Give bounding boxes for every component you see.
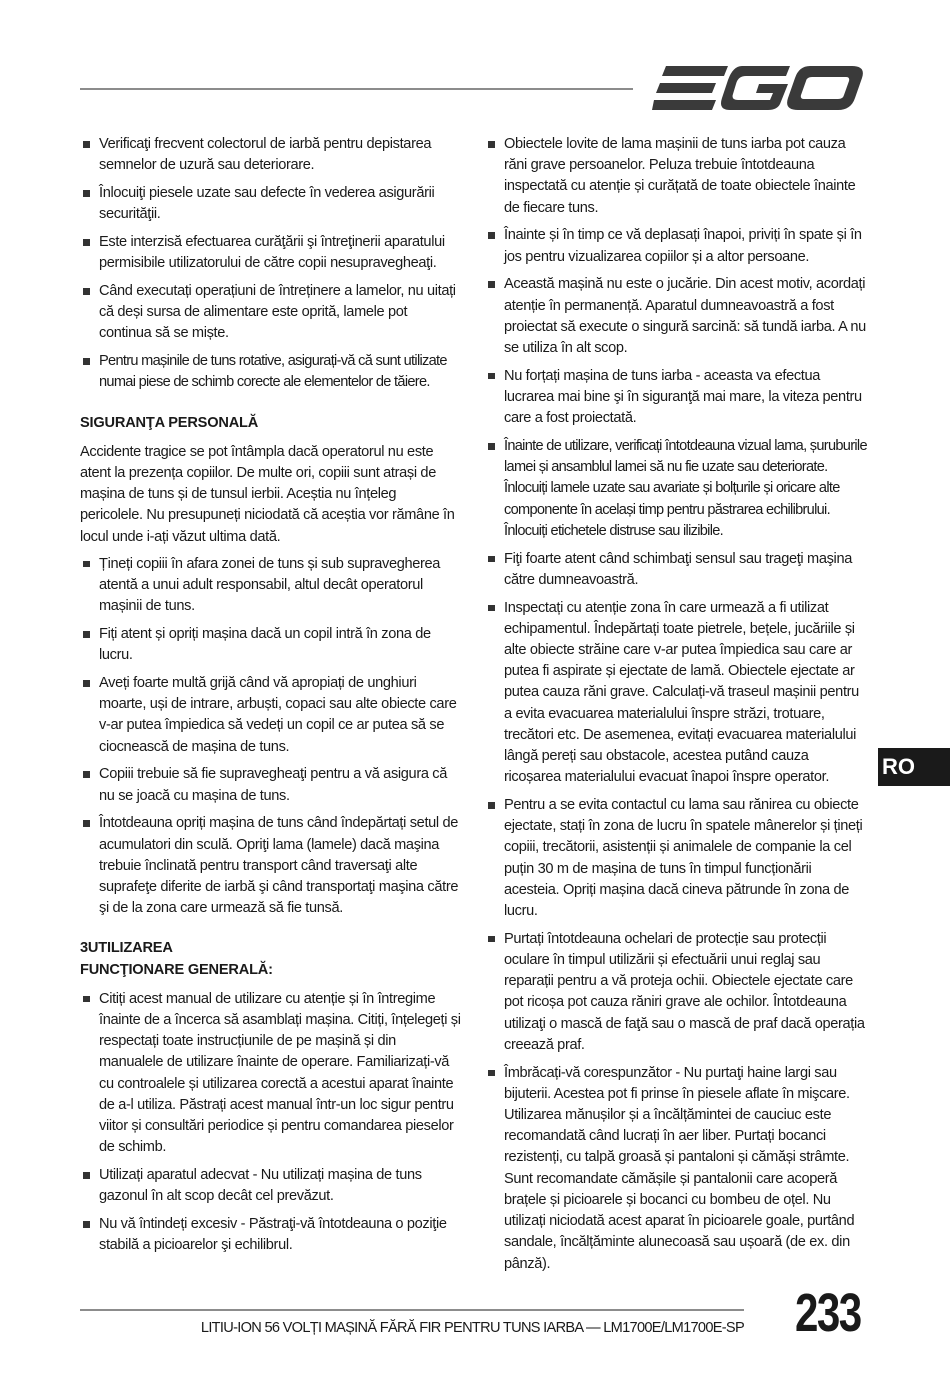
maintenance-list [80, 134, 462, 394]
list-item: Când executați operațiuni de întreținere a lamelor, nu uitați că deși sursa de alimentare este oprită, lamele pot continua să se miște. [80, 281, 462, 345]
list-item: Înainte de utilizare, verificați întotdeauna vizual lama, șuruburile lamei și ansamblul lamei să nu fie uzate sau deteriorate. Înlocuiți lamele uzate sau avariate și bolțurile și oricare alte componente în același timp pentru păstrarea echilibrului. Înlocuiți etichetele distruse sau ilizibile. [485, 436, 867, 542]
personal-safety-list [80, 554, 462, 920]
footer-product-title: LITIU-ION 56 VOLȚI MAȘINĂ FĂRĂ FIR PENTRU TUNS IARBA — LM1700E/LM1700E-SP [200, 1320, 744, 1336]
general-operation-list [80, 989, 462, 1257]
left-column [80, 134, 462, 1263]
list-item: Fiți atent și opriți mașina dacă un copil intră în zona de lucru. [80, 624, 462, 666]
operation-safety-list [485, 134, 867, 1275]
section-subheading-general-operation: FUNCŢIONARE GENERALĂ: [80, 961, 273, 978]
list-item: Întotdeauna opriți mașina de tuns când îndepărtați setul de acumulatori din sculă. Opriţi lama (lamele) dacă maşina trebuie înclinată pentru transport când traversaţi alte suprafeţe diferite de iarbă şi când transportaţi maşina către şi de la zona care urmează să fie tunsă. [80, 813, 462, 919]
list-item: Aveți foarte multă grijă când vă apropiați de unghiuri moarte, uși de intrare, arbuști, copaci sau alte obiecte care v-ar putea împiedica să vedeți un copil ce ar putea să se ciocnească de mașina de tuns. [80, 673, 462, 758]
list-item: Purtați întotdeauna ochelari de protecție sau protecții oculare în timpul utilizării și efectuării unui reglaj sau reparații pentru a vă proteja ochii. Obiectele ejectate care pot ricoșa pot cauza răniri grave ale ochilor. Întotdeauna utilizaţi o mască de faţă sau o mască de praf dacă operația creează praf. [485, 929, 867, 1056]
list-item: Obiectele lovite de lama mașinii de tuns iarba pot cauza răni grave persoanelor. Peluza trebuie întotdeauna inspectată cu atenție și curățată de toate obiectele înainte de fiecare tuns. [485, 134, 867, 219]
right-column [485, 134, 867, 1281]
list-item: Nu forțați mașina de tuns iarba - aceasta va efectua lucrarea mai bine şi în siguranţă mai mare, la viteza pentru care a fost proiectată. [485, 366, 867, 430]
list-item: Înlocuiţi piesele uzate sau defecte în vederea asigurării securităţii. [80, 183, 462, 225]
list-item: Nu vă întindeți excesiv - Păstraţi-vă întotdeauna o poziţie stabilă a picioarelor şi echilibrul. [80, 1214, 462, 1256]
list-item: Această mașină nu este o jucărie. Din acest motiv, acordați atenție în permanență. Aparatul dumneavoastră a fost proiectat să execute o singură sarcină: să tundă iarba. A nu se utiliza în alt scop. [485, 274, 867, 359]
list-item: Inspectați cu atenție zona în care urmează a fi utilizat echipamentul. Îndepărtați toate pietrele, bețele, jucăriile și alte obiecte străine care v-ar putea împiedica sau care ar putea fi aspirate și ejectate de lamă. Obiectele ejectate ar putea cauza răni grave. Calculați-vă traseul mașinii pentru a evita evacuarea materialului înspre străzi, trotuare, trecători etc. De asemenea, evitați evacuarea materialului lângă pereți sau obstacole, acestea putând cauza ricoșarea materialului evacuat înapoi înspre operator. [485, 598, 867, 789]
list-item: Este interzisă efectuarea curăţării şi întreţinerii aparatului permisibile utilizatorului de către copii nesupravegheaţi. [80, 232, 462, 274]
language-tab: RO [878, 748, 950, 786]
list-item: Pentru mașinile de tuns rotative, asigurați-vă că sunt utilizate numai piese de schimb corecte ale elementelor de tăiere. [80, 351, 462, 393]
ego-logo [652, 64, 864, 112]
list-item: Citiți acest manual de utilizare cu atenție și în întregime înainte de a încerca să asamblați mașina. Citiți, înțelegeți și respectați toate instrucțiunile de pe mașină și din manualele de utilizare înainte de operare. Familiarizați-vă cu controalele și utilizarea corectă a acestui aparat înainte de a-l utiliza. Păstrați acest manual într-un loc sigur pentru viitor și consultări periodice și pentru comandarea pieselor de schimb. [80, 989, 462, 1159]
list-item: Fiţi foarte atent când schimbaţi sensul sau trageţi maşina către dumneavoastră. [485, 549, 867, 591]
list-item: Țineți copiii în afara zonei de tuns și sub supravegherea atentă a unui adult responsabil, altul decât operatorul mașinii de tuns. [80, 554, 462, 618]
page-number: 233 [795, 1283, 861, 1343]
personal-safety-paragraph: Accidente tragice se pot întâmpla dacă operatorul nu este atent la prezența copiilor. De multe ori, copiii sunt atrași de mașina de tuns și de tunsul ierbii. Aceștia nu înțeleg pericolele. Nu presupuneți niciodată că aceștia vor rămâne în locul unde i-ați văzut ultima dată. [80, 443, 455, 545]
list-item: Pentru a se evita contactul cu lama sau rănirea cu obiecte ejectate, stați în zona de lucru în spatele mânerelor și țineți copiii, trecătorii, asistenții și animalele de companie la cel puțin 30 m de mașina de tuns în timpul funcționării acesteia. Opriți mașina dacă cineva pătrunde în zona de lucru. [485, 795, 867, 922]
section-heading-personal-safety: SIGURANŢA PERSONALĂ [80, 414, 259, 431]
section-heading-use: 3UTILIZAREA [80, 940, 173, 957]
list-item: Înainte și în timp ce vă deplasați înapoi, priviți în spate și în jos pentru vizualizarea copiilor și a altor persoane. [485, 225, 867, 267]
footer-rule [80, 1309, 744, 1311]
list-item: Copiii trebuie să fie supravegheaţi pentru a vă asigura că nu se joacă cu mașina de tuns. [80, 764, 462, 806]
list-item: Utilizați aparatul adecvat - Nu utilizați mașina de tuns gazonul în alt scop decât cel prevăzut. [80, 1165, 462, 1207]
list-item: Verificaţi frecvent colectorul de iarbă pentru depistarea semnelor de uzură sau deteriorare. [80, 134, 462, 176]
list-item: Îmbrăcați-vă corespunzător - Nu purtaţi haine largi sau bijuterii. Acestea pot fi prinse în piesele aflate în mişcare. Utilizarea mănușilor și a încălțămintei de cauciuc este recomandată când lucrați în aer liber. Purtați bocanci rezistenți, cu talpă groasă și pantaloni și cămăși strâmte. Sunt recomandate cămășile și pantalonii care acoperă brațele și picioarele și bocanci cu bombeu de oțel. Nu utilizați niciodată acest aparat în picioarele goale, purtând sandale, încălțăminte alunecoasă sau ușoară (de ex. din pânză). [485, 1063, 867, 1275]
header-rule [80, 88, 633, 90]
